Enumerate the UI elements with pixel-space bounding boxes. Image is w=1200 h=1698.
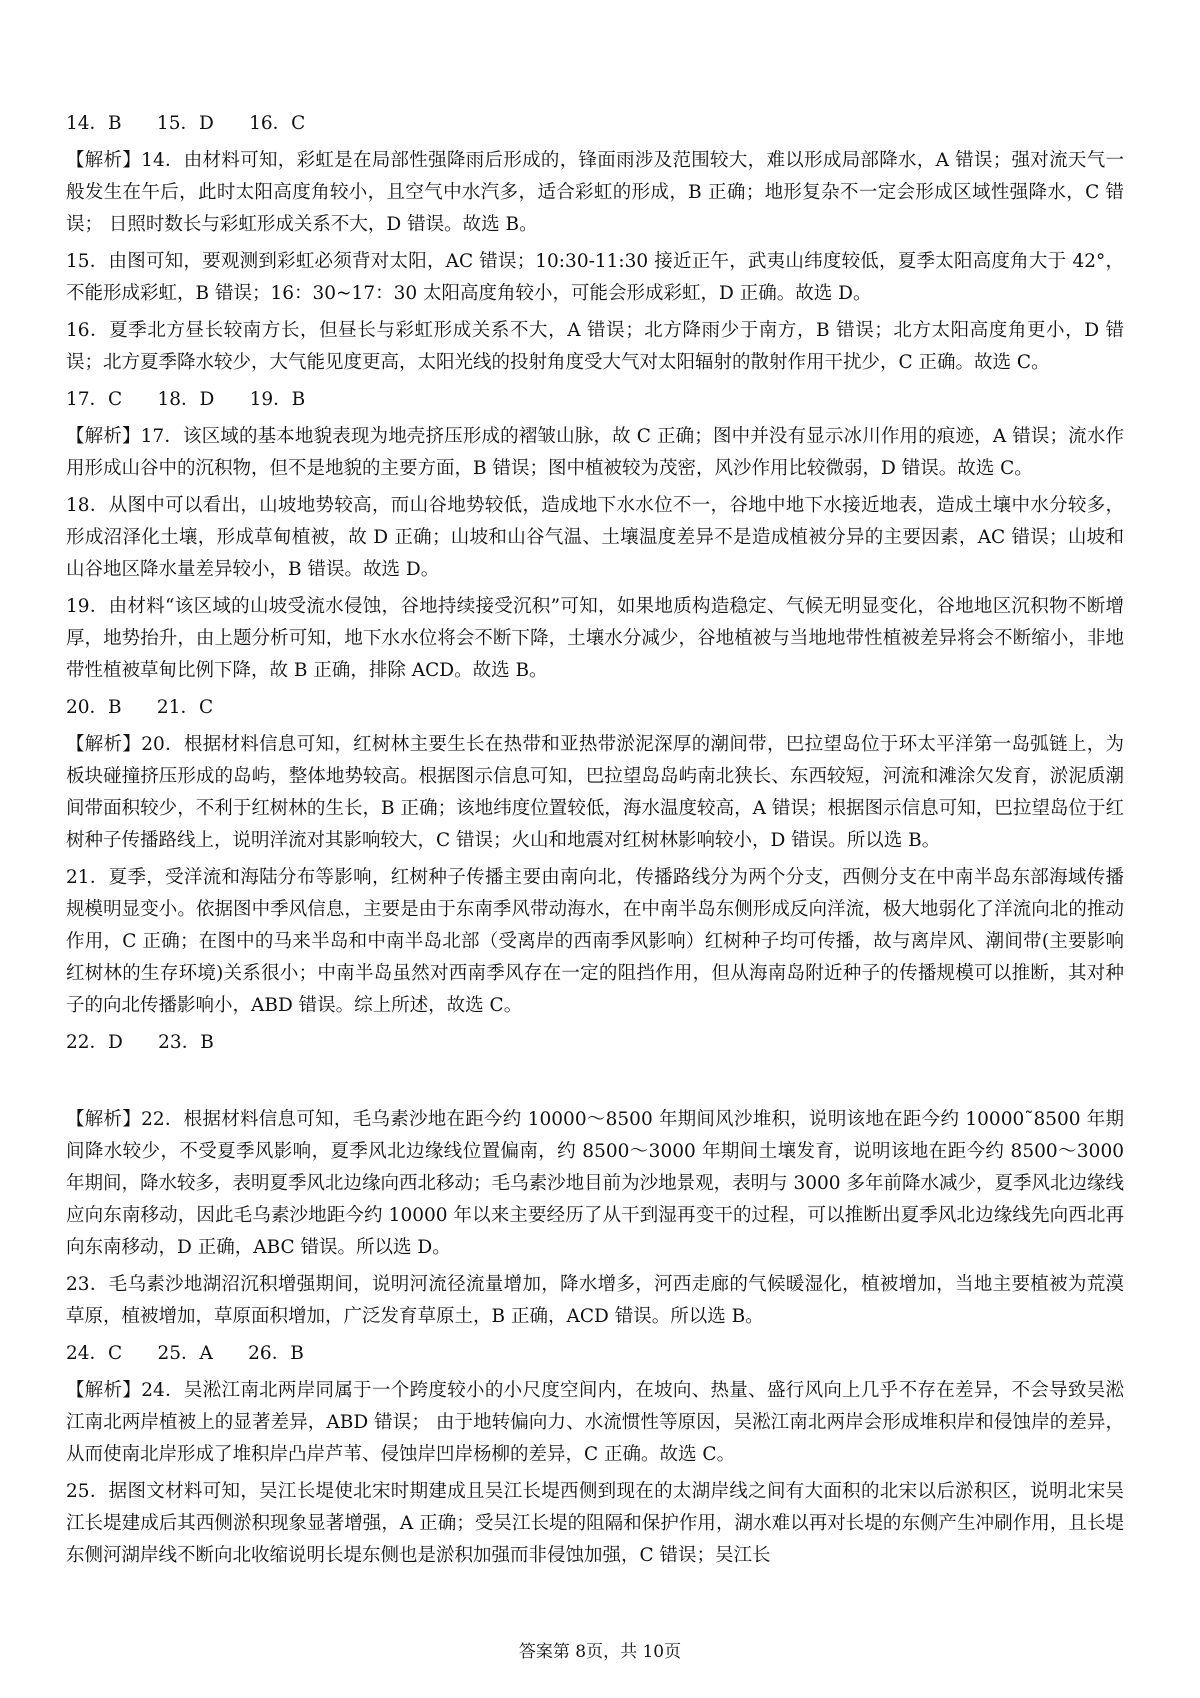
spacer — [66, 1064, 1124, 1104]
explanation-paragraph: 15．由图可知，要观测到彩虹必须背对太阳，AC 错误；10:30-11:30 接近正午，武夷山纬度较低，夏季太阳高度角大于 42°， 不能形成彩虹，B 错误；16：30~17：30 太阳高度角较小，可能会形成彩虹，D 正确。故选 D。 — [66, 251, 1124, 304]
explanation-paragraph: 【解析】24．吴淞江南北两岸同属于一个跨度较小的小尺度空间内，在坡向、热量、盛行风向上几乎不存在差异，不会导致吴淞江南北两岸植被上的显著差异，ABD 错误； 由于地转偏向力、水流惯性等原因，吴淞江南北两岸会形成堆积岸和侵蚀岸的差异，从而使南北岸形成了堆积岸凸岸芦苇、侵蚀岸凹岸杨柳的差异，C 正确。故选 C。 — [66, 1380, 1124, 1465]
explanation-paragraph: 【解析】17．该区域的基本地貌表现为地壳挤压形成的褶皱山脉，故 C 正确；图中并没有显示冰川作用的痕迹，A 错误；流水作用形成山谷中的沉积物，但不是地貌的主要方面，B 错误；图中植被较为茂密，风沙作用比较微弱，D 错误。故选 C。 — [66, 426, 1124, 479]
answer-line: 20．B 21．C — [66, 697, 214, 718]
document-body — [66, 108, 1124, 1577]
explanation-paragraph: 18．从图中可以看出，山坡地势较高，而山谷地势较低，造成地下水水位不一，谷地中地下水接近地表，造成土壤中水分较多，形成沼泽化土壤，形成草甸植被，故 D 正确；山坡和山谷气温、土壤温度差异不是造成植被分异的主要因素，AC 错误；山坡和山谷地区降水量差异较小，B 错误。故选 D。 — [66, 495, 1124, 580]
explanation-paragraph: 【解析】22．根据材料信息可知，毛乌素沙地在距今约 10000～8500 年期间风沙堆积，说明该地在距今约 10000˜8500 年期间降水较少，不受夏季风影响，夏季风北边缘线位置偏南，约 8500～3000 年期间土壤发育，说明该地在距今约 8500～3000 年期间，降水较多，表明夏季风北边缘向西北移动；毛乌素沙地目前为沙地景观，表明与 3000 多年前降水减少，夏季风北边缘线应向东南移动，因此毛乌素沙地距今约 10000 年以来主要经历了从干到湿再变干的过程，可以推断出夏季风北边缘线先向西北再向东南移动，D 正确，ABC 错误。所以选 D。 — [66, 1109, 1124, 1258]
answer-line: 24．C 25．A 26．B — [66, 1343, 304, 1364]
explanation-paragraph: 19．由材料“该区域的山坡受流水侵蚀，谷地持续接受沉积”可知，如果地质构造稳定、气候无明显变化，谷地地区沉积物不断增厚，地势抬升，由上题分析可知，地下水水位将会不断下降，土壤水分减少，谷地植被与当地地带性植被差异将会不断缩小，非地带性植被草甸比例下降，故 B 正确，排除 ACD。故选 B。 — [66, 596, 1124, 681]
page-footer: 答案第 8页，共 10页 — [518, 1642, 682, 1662]
answer-line: 17．C 18．D 19．B — [66, 389, 306, 410]
explanation-paragraph: 21．夏季，受洋流和海陆分布等影响，红树种子传播主要由南向北，传播路线分为两个分支，西侧分支在中南半岛东部海域传播规模明显变小。依据图中季风信息，主要是由于东南季风带动海水，在中南半岛东侧形成反向洋流，极大地弱化了洋流向北的推动作用，C 正确；在图中的马来半岛和中南半岛北部（受离岸的西南季风影响）红树种子均可传播，故与离岸风、潮间带(主要影响红树林的生存环境)关系很小；中南半岛虽然对西南季风存在一定的阻挡作用，但从海南岛附近种子的传播规模可以推断，其对种子的向北传播影响小，ABD 错误。综上所述，故选 C。 — [66, 867, 1124, 1016]
answer-line: 14．B 15．D 16．C — [66, 113, 306, 134]
answer-line: 22．D 23．B — [66, 1032, 214, 1053]
explanation-paragraph: 【解析】14．由材料可知，彩虹是在局部性强降雨后形成的，锋面雨涉及范围较大，难以形成局部降水，A 错误；强对流天气一般发生在午后，此时太阳高度角较小，且空气中水汽多，适合彩虹的形成，B 正确；地形复杂不一定会形成区域性强降水，C 错误； 日照时数长与彩虹形成关系不大，D 错误。故选 B。 — [66, 150, 1124, 235]
explanation-paragraph: 16．夏季北方昼长较南方长，但昼长与彩虹形成关系不大，A 错误；北方降雨少于南方，B 错误；北方太阳高度角更小，D 错误；北方夏季降水较少，大气能见度更高，太阳光线的投射角度受大气对太阳辐射的散射作用干扰少，C 正确。故选 C。 — [66, 320, 1124, 373]
explanation-paragraph: 25．据图文材料可知，吴江长堤使北宋时期建成且吴江长堤西侧到现在的太湖岸线之间有大面积的北宋以后淤积区，说明北宋吴江长堤建成后其西侧淤积现象显著增强，A 正确；受吴江长堤的阻隔和保护作用，湖水难以再对长堤的东侧产生冲刷作用，且长堤东侧河湖岸线不断向北收缩说明长堤东侧也是淤积加强而非侵蚀加强，C 错误；吴江长 — [66, 1481, 1124, 1566]
explanation-paragraph: 23．毛乌素沙地湖沼沉积增强期间，说明河流径流量增加，降水增多，河西走廊的气候暖湿化，植被增加，当地主要植被为荒漠草原，植被增加，草原面积增加，广泛发育草原土，B 正确，ACD 错误。所以选 B。 — [66, 1274, 1124, 1327]
explanation-paragraph: 【解析】20．根据材料信息可知，红树林主要生长在热带和亚热带淤泥深厚的潮间带，巴拉望岛位于环太平洋第一岛弧链上，为板块碰撞挤压形成的岛屿，整体地势较高。根据图示信息可知，巴拉望岛岛屿南北狭长、东西较短，河流和滩涂欠发育，淤泥质潮间带面积较少，不利于红树林的生长，B 正确；该地纬度位置较低，海水温度较高，A 错误；根据图示信息可知，巴拉望岛位于红树种子传播路线上，说明洋流对其影响较大，C 错误；火山和地震对红树林影响较小，D 错误。所以选 B。 — [66, 734, 1124, 851]
